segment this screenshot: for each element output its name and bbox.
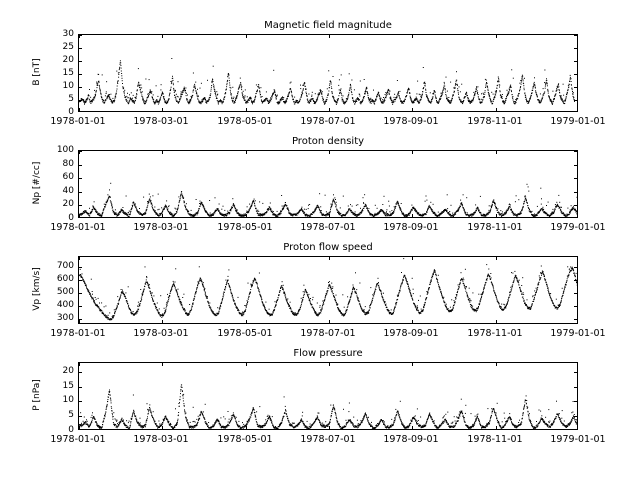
chart-title: Flow pressure [293, 348, 363, 359]
y-tick-label: 60 [62, 172, 74, 183]
data-points [79, 257, 578, 324]
x-tick-label: 1978-05-01 [217, 222, 273, 233]
x-tick-label: 1978-01-01 [50, 328, 106, 339]
plot-area [78, 150, 578, 218]
y-tick-label: 0 [68, 107, 74, 117]
x-tick-label: 1978-11-01 [467, 328, 523, 339]
y-axis-label: Np [#/cc] [32, 161, 42, 205]
y-tick-label: 20 [62, 199, 74, 210]
chart-panel-2 [78, 136, 578, 218]
y-tick-label: 600 [56, 274, 74, 285]
x-tick-label: 1978-09-01 [383, 434, 439, 445]
y-tick-label: 30 [62, 29, 74, 39]
plot-area [78, 34, 578, 112]
y-tick-label: 300 [56, 312, 74, 323]
plot-area [78, 362, 578, 430]
y-tick-label: 0 [68, 213, 74, 223]
chart-panel-3 [78, 242, 578, 324]
plot-area [78, 256, 578, 324]
x-tick-label: 1978-01-01 [50, 434, 106, 445]
data-points [79, 35, 578, 112]
chart-panel-1 [78, 20, 578, 112]
y-tick-label: 10 [62, 395, 74, 406]
x-tick-label: 1978-07-01 [300, 328, 356, 339]
y-tick-label: 100 [56, 145, 74, 155]
y-tick-label: 700 [56, 261, 74, 272]
x-tick-label: 1979-01-01 [550, 222, 606, 233]
chart-panel-4 [78, 348, 578, 430]
x-tick-label: 1978-07-01 [300, 434, 356, 445]
x-tick-label: 1978-05-01 [217, 116, 273, 127]
y-tick-label: 20 [62, 55, 74, 65]
y-tick-label: 10 [62, 81, 74, 91]
x-tick-label: 1979-01-01 [550, 434, 606, 445]
x-tick-label: 1978-03-01 [133, 434, 189, 445]
chart-title: Proton density [291, 136, 365, 147]
x-tick-label: 1978-03-01 [133, 328, 189, 339]
y-tick-label: 500 [56, 286, 74, 297]
x-tick-label: 1978-11-01 [467, 116, 523, 127]
y-tick-label: 0 [68, 425, 74, 435]
x-tick-label: 1978-09-01 [383, 222, 439, 233]
x-tick-label: 1978-05-01 [217, 434, 273, 445]
x-tick-label: 1978-03-01 [133, 222, 189, 233]
y-tick-label: 80 [62, 158, 74, 169]
chart-title: Proton flow speed [283, 242, 373, 253]
x-tick-label: 1978-01-01 [50, 222, 106, 233]
y-axis-label: P [nPa] [32, 379, 42, 411]
x-tick-label: 1978-05-01 [217, 328, 273, 339]
y-tick-label: 25 [62, 42, 74, 52]
y-axis-label: B [nT] [32, 58, 42, 86]
x-tick-label: 1978-03-01 [133, 116, 189, 127]
y-tick-label: 15 [62, 68, 74, 78]
x-tick-label: 1978-09-01 [383, 116, 439, 127]
y-tick-label: 5 [68, 410, 74, 421]
data-points [79, 151, 578, 218]
x-tick-label: 1978-01-01 [50, 116, 106, 127]
y-tick-label: 400 [56, 299, 74, 310]
x-tick-label: 1978-11-01 [467, 434, 523, 445]
x-tick-label: 1979-01-01 [550, 116, 606, 127]
x-tick-label: 1978-11-01 [467, 222, 523, 233]
data-points [79, 363, 578, 430]
y-tick-label: 5 [68, 94, 74, 104]
y-tick-label: 40 [62, 185, 74, 196]
x-tick-label: 1978-07-01 [300, 222, 356, 233]
chart-title: Magnetic field magnitude [264, 20, 392, 31]
x-tick-label: 1978-09-01 [383, 328, 439, 339]
x-tick-label: 1979-01-01 [550, 328, 606, 339]
y-axis-label: Vp [km/s] [32, 267, 42, 311]
y-tick-label: 15 [62, 380, 74, 391]
x-tick-label: 1978-07-01 [300, 116, 356, 127]
y-tick-label: 20 [62, 365, 74, 376]
